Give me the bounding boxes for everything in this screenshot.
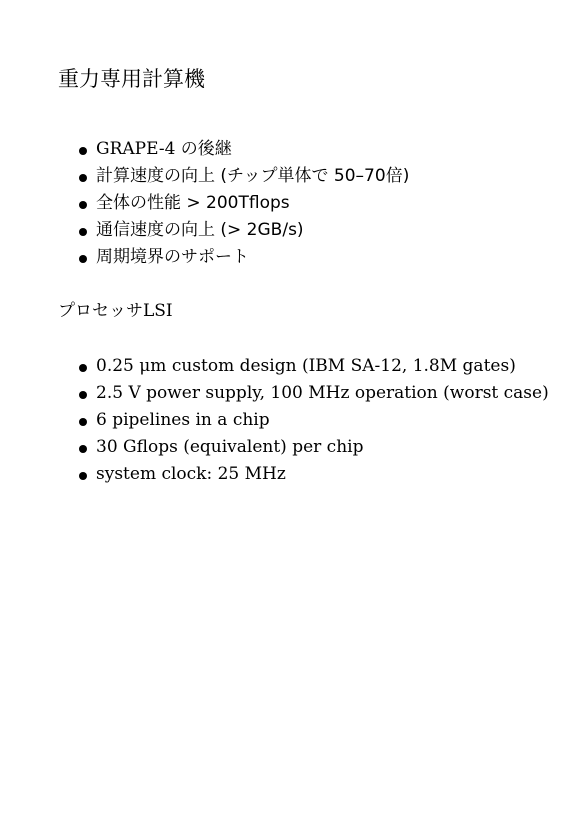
section-heading-en: LSI — [143, 301, 173, 321]
list-item — [78, 163, 568, 190]
bullet-icon — [79, 174, 87, 182]
bullet-icon — [79, 472, 87, 480]
list-item — [78, 461, 568, 488]
list-item — [78, 434, 568, 461]
list-item — [78, 380, 566, 407]
section-heading-jp: プロセッサ — [58, 301, 143, 321]
list-item-text: system clock: 25 MHz — [96, 464, 286, 484]
list-item — [78, 136, 568, 163]
bullet-icon — [79, 418, 87, 426]
feature-list — [78, 136, 568, 271]
list-item-text: 2.5 V power supply, 100 MHz operation (worst case) — [96, 383, 549, 403]
list-item-text: GRAPE-4 の後継 — [96, 139, 232, 159]
list-item — [78, 353, 568, 380]
list-item — [78, 244, 568, 271]
bullet-icon — [79, 364, 87, 372]
spec-list — [78, 353, 568, 488]
list-item-text: 0.25 μm custom design (IBM SA-12, 1.8M gates) — [96, 356, 516, 376]
slide-title: 重力専用計算機 — [58, 67, 205, 91]
bullet-icon — [79, 445, 87, 453]
section-heading — [58, 298, 173, 324]
list-item-text: 全体の性能 > 200Tflops — [96, 193, 290, 213]
list-item-text: 30 Gflops (equivalent) per chip — [96, 437, 364, 457]
list-item-text: 計算速度の向上 (チップ単体で 50–70倍) — [96, 166, 410, 186]
list-item-text: 周期境界のサポート — [96, 247, 249, 267]
bullet-icon — [79, 228, 87, 236]
list-item — [78, 407, 568, 434]
bullet-icon — [79, 201, 87, 209]
bullet-icon — [79, 147, 87, 155]
list-item-text: 6 pipelines in a chip — [96, 410, 270, 430]
list-item — [78, 190, 568, 217]
list-item-text: 通信速度の向上 (> 2GB/s) — [96, 220, 304, 240]
bullet-icon — [79, 391, 87, 399]
bullet-icon — [79, 255, 87, 263]
list-item — [78, 217, 568, 244]
